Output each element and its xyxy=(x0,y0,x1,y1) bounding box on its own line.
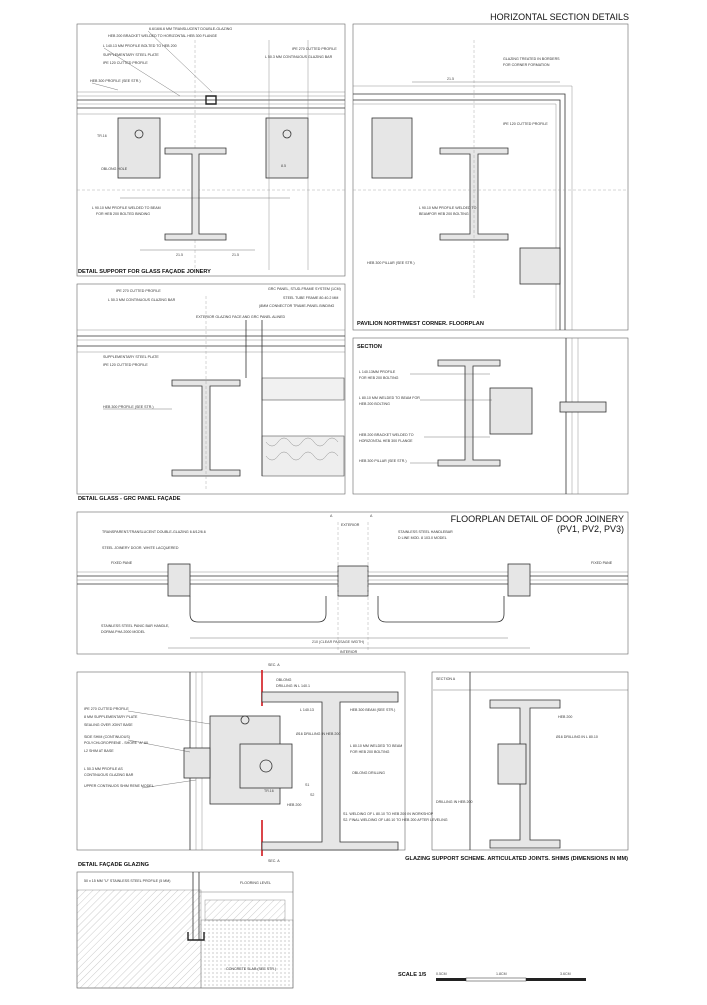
label: HEB 300 PROFILE (SEE STR.) xyxy=(90,79,141,83)
label: L 80.10 MM WELDED TO BEAM xyxy=(350,744,403,748)
center-mullion xyxy=(338,566,368,596)
label: IPE 120 CUTTED PROFILE xyxy=(103,61,148,65)
label: EXTERIOR xyxy=(341,523,360,527)
marker: TR.16 xyxy=(264,789,274,793)
label: HEB 300 BEAM (SEE STR.) xyxy=(350,708,396,712)
door-subtitle: (PV1, PV2, PV3) xyxy=(556,524,624,534)
label: IPE 270 CUTTED PROFILE xyxy=(292,47,337,51)
dim: 21.5 xyxy=(447,77,454,81)
label: HEB 200 BRACKET WELDED TO xyxy=(359,433,414,437)
panel-door xyxy=(77,512,628,654)
corner-bracket xyxy=(372,118,412,178)
label: BEAMFOR HEB 200 BOLTING xyxy=(419,212,469,216)
marker: SEC. A xyxy=(268,859,280,863)
label: HEB 200 xyxy=(287,803,302,807)
label: L 140.13MM PROFILE xyxy=(359,370,396,374)
label: HEB 300 PROFILE (SEE STR.) xyxy=(103,405,154,409)
label: L 50.3 MM CONTINUOUS GLAZING BAR xyxy=(265,55,333,59)
label: STAINLESS STEEL PANIC BAR HANDLE, xyxy=(101,624,170,628)
label: 50 x 15 MM "U" STAINLESS STEEL PROFILE (5 MM) xyxy=(84,879,171,883)
dim: 210 (CLEAR PASSAGE WIDTH) xyxy=(312,640,365,644)
left-frame xyxy=(168,564,190,596)
label: SIDE SHIM (CONTINUOUS) xyxy=(84,735,130,739)
label: FLOORING LEVEL xyxy=(240,881,271,885)
panel-caption: DETAIL GLASS - GRC PANEL FAÇADE xyxy=(78,496,181,502)
dim: A xyxy=(370,514,373,518)
label: EXTERIOR GLAZING FACE AND GRC PANEL ALINED xyxy=(196,315,286,319)
panel-caption: SECTION xyxy=(357,344,382,350)
label: L 140.13 MM PROFILE BOLTED TO HEB 200 xyxy=(103,44,177,48)
panel-caption: PAVILION NORTHWEST CORNER. FLOORPLAN xyxy=(357,321,484,327)
dim: 8.5 xyxy=(281,164,286,168)
panel-caption-right: GLAZING SUPPORT SCHEME. ARTICULATED JOINTS. SHIMS (DIMENSIONS IN MM) xyxy=(405,856,628,862)
label: FIXED PANE xyxy=(111,561,133,565)
right-bracket xyxy=(266,118,308,178)
label: DRILLING IN HEB 200 xyxy=(436,800,473,804)
panel-caption: DETAIL SUPPORT FOR GLASS FAÇADE JOINERY xyxy=(78,269,211,275)
label: HEB 300 PILLAR (SEE STR.) xyxy=(367,261,415,265)
label: SUPPLEMENTARY STEEL PLATE xyxy=(103,355,159,359)
label: OBLONG xyxy=(276,678,292,682)
panel-corner xyxy=(353,24,628,330)
label: GLAZING TREATED IN BORDERS xyxy=(503,57,560,61)
dim: A xyxy=(330,514,333,518)
section-bracket xyxy=(490,388,532,434)
label: FOR HEB 200 BOLTED BINDING xyxy=(96,212,151,216)
scale-label: SCALE 1/5 xyxy=(398,972,427,978)
panel-support xyxy=(77,663,628,868)
heb300-beam xyxy=(165,148,226,240)
label: FOR CORNER FORMATION xyxy=(503,63,550,67)
label: L2 SHIM AT BASE xyxy=(84,749,114,753)
label: L 90.10 MM PROFILE WELDED TO BEAM xyxy=(92,206,161,210)
label: CONCRETE SLAB (SEE STR.) xyxy=(226,967,277,971)
slab-concrete xyxy=(201,920,293,988)
label: STEEL TUBE FRAME 80.40.2 MM xyxy=(283,296,339,300)
panel-caption-left: DETAIL FAÇADE GLAZING xyxy=(78,862,149,868)
label: HEB 200 xyxy=(558,715,573,719)
label: FIXED PANE xyxy=(591,561,613,565)
panel-floor xyxy=(77,872,293,988)
panel-grc xyxy=(77,284,345,502)
panel-section xyxy=(353,338,628,494)
insulation xyxy=(262,436,344,476)
label: L 50.3 MM PROFILE AS xyxy=(84,767,123,771)
label: TRANSPARENT/TRANSLUCENT DOUBLE-GLAZING 6.6/12/6.6 xyxy=(102,530,206,534)
label: FOR HEB 200 BOLTING xyxy=(350,750,390,754)
marker: S2 xyxy=(310,793,315,797)
label: IPE 270 CUTTED PROFILE xyxy=(84,707,129,711)
heb200-block xyxy=(240,744,292,788)
label: Ø16 DRILLING IN L 80.10 xyxy=(556,735,598,739)
door-title: FLOORPLAN DETAIL OF DOOR JOINERY xyxy=(450,514,624,524)
label: UPPER CONTINUOS SHIM RENE MODEL xyxy=(84,784,154,788)
label: S2. FINAL WELDING OF L80.10 TO HEB 200 AFTER LEVELING xyxy=(343,818,448,822)
label: S1. WELDING OF L 80.10 TO HEB 200 IN WORKSHOP xyxy=(343,812,434,816)
label: INTERIOR xyxy=(340,650,358,654)
label: IPE 120 CUTTED PROFILE xyxy=(103,363,148,367)
dim: 21.5 xyxy=(176,253,183,257)
panel-glass-facade xyxy=(77,24,345,276)
label: IPE 270 CUTTED PROFILE xyxy=(116,289,161,293)
label: STEEL JOINERY DOOR. WHITE LACQUERED xyxy=(102,546,179,550)
label: DORMA PHA 2000 MODEL xyxy=(101,630,146,634)
left-panic-bar xyxy=(190,596,326,622)
label: L 90.10 MM PROFILE WELDED TO xyxy=(419,206,477,210)
label: HORIZONTAL HEB 300 FLANGE xyxy=(359,439,413,443)
dim: TR.16 xyxy=(97,134,107,138)
scale-tick: 0.5CM xyxy=(436,972,447,976)
lower-bracket xyxy=(520,248,560,284)
label: OBLONG HOLE xyxy=(101,167,128,171)
label: GRC PANEL, STUD-FRAME SYSTEM (1CM) xyxy=(268,287,341,291)
label: SEALING OVER JOINT BASE xyxy=(84,723,133,727)
label: HEB 200 BRACKET WELDED TO HORIZONTAL HEB 300 FLANGE xyxy=(108,34,218,38)
scale-tick: 3.6CM xyxy=(560,972,571,976)
right-panic-bar xyxy=(378,596,504,622)
marker: SEC. A xyxy=(268,663,280,667)
scale-tick: 1.8CM xyxy=(496,972,507,976)
label: 6.6/16/6.6 MM TRANSLUCENT DOUBLE-GLAZING xyxy=(149,27,233,31)
sheet-title: HORIZONTAL SECTION DETAILS xyxy=(490,12,629,22)
label: FOR HEB 200 BOLTING xyxy=(359,376,399,380)
label: (8MM CONNECTOR TRAME-PANEL BINDING xyxy=(259,304,335,308)
label: IPE 120 CUTTED PROFILE xyxy=(503,122,548,126)
label: 8 MM SUPPLEMENTARY PLATE xyxy=(84,715,138,719)
label: L 80.10 MM WELDED TO BEAM FOR xyxy=(359,396,420,400)
label: POLYCHLOROPRENE - SHORE "A" 60 xyxy=(84,741,148,745)
marker: S1 xyxy=(305,783,310,787)
label: SUPPLEMENTARY STEEL PLATE xyxy=(103,53,159,57)
label: HEB 300 PILLAR (SEE STR.) xyxy=(359,459,407,463)
label: DRILLING IN L 140.1 xyxy=(276,684,311,688)
label: Ø16 DRILLING IN HEB 200 xyxy=(296,732,341,736)
label: OBLONG DRILLING xyxy=(352,771,385,775)
label: STAINLESS STEEL HANDLEBAR xyxy=(398,530,453,534)
slab-hatch xyxy=(77,890,201,988)
grc-panel xyxy=(262,378,344,400)
right-frame xyxy=(508,564,530,596)
label: D LINE MOD. 8 103.0 MODEL xyxy=(398,536,447,540)
section-caption: SECTION A xyxy=(436,677,456,681)
scale-bar xyxy=(398,972,586,981)
label: HEB 200 BOLTING xyxy=(359,402,390,406)
label: CONTINUOUS GLAZING BAR xyxy=(84,773,134,777)
label: L 50.3 MM CONTINUOUS GLAZING BAR xyxy=(108,298,176,302)
label: L 140.13 xyxy=(300,708,314,712)
dim: 21.5 xyxy=(232,253,239,257)
